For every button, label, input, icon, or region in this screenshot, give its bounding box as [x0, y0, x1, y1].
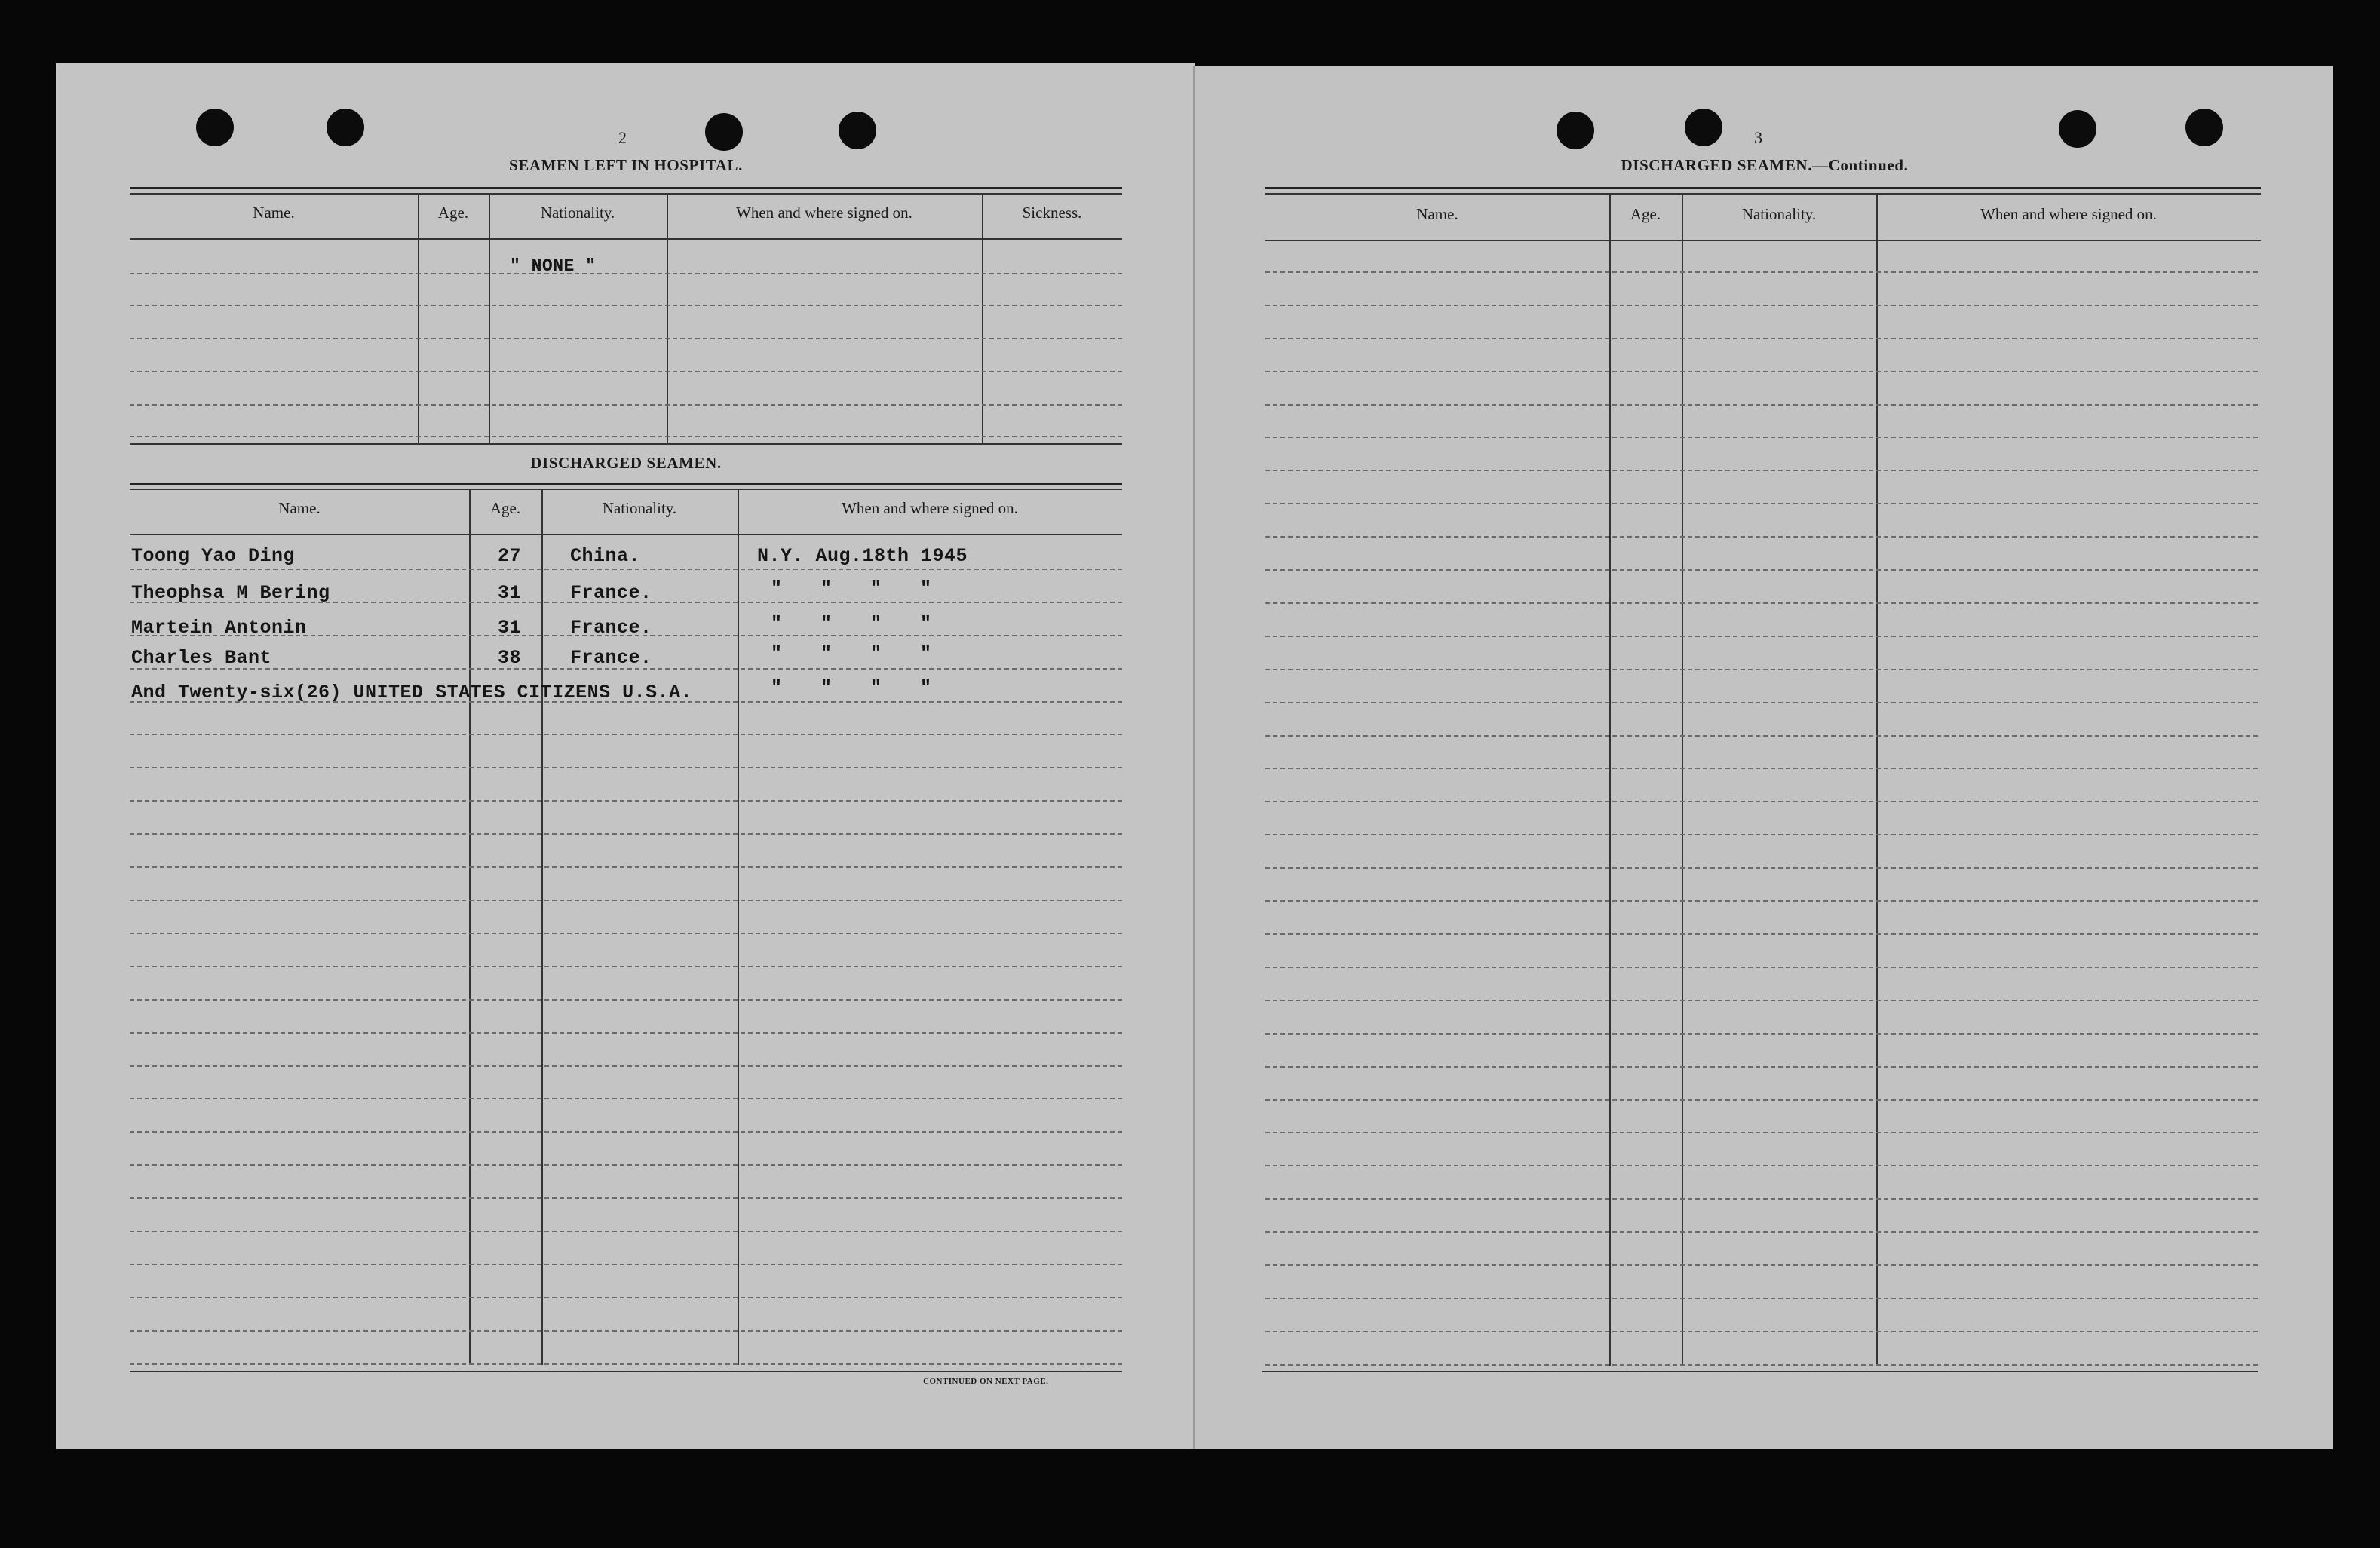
row-line — [1265, 470, 2258, 471]
row-line — [130, 933, 1122, 934]
col-header-nationality: Nationality. — [540, 204, 615, 222]
hospital-section-title: SEAMEN LEFT IN HOSPITAL. — [508, 156, 744, 174]
col-header-sickness: Sickness. — [1022, 204, 1082, 222]
continued-note: CONTINUED ON NEXT PAGE. — [923, 1377, 1049, 1386]
row-line — [130, 1032, 1122, 1034]
seaman-signed-on: N.Y. Aug.18th 1945 — [757, 545, 968, 567]
col-header-nationality: Nationality. — [602, 499, 677, 517]
row-line — [1265, 1331, 2258, 1332]
row-line — [130, 900, 1122, 901]
row-line — [130, 371, 1122, 372]
seaman-nationality: France. — [570, 582, 652, 604]
row-line — [130, 305, 1122, 306]
column-divider — [418, 193, 419, 443]
row-line — [1265, 967, 2258, 968]
table-bottom-rule — [130, 443, 1122, 445]
discharged-continued-title: DISCHARGED SEAMEN.—Continued. — [1621, 156, 1909, 174]
seaman-signed-on: " " " " — [771, 578, 946, 599]
col-header-name: Name. — [253, 204, 295, 222]
row-line — [130, 1164, 1122, 1166]
row-line — [1265, 1033, 2258, 1035]
row-line — [1265, 900, 2258, 902]
row-line — [1265, 305, 2258, 306]
row-line — [1265, 1000, 2258, 1001]
row-line — [130, 999, 1122, 1001]
seaman-nationality: China. — [570, 545, 641, 567]
seaman-name: Martein Antonin — [131, 617, 307, 639]
page-number: 2 — [618, 128, 627, 147]
row-line — [1265, 1298, 2258, 1299]
col-header-age: Age. — [437, 204, 469, 222]
row-line — [1265, 933, 2258, 935]
row-line — [1265, 669, 2258, 670]
col-header-signed-on: When and where signed on. — [736, 204, 912, 222]
column-divider — [1609, 193, 1611, 1366]
row-line — [1265, 1099, 2258, 1101]
column-divider — [667, 193, 668, 443]
row-line — [130, 1197, 1122, 1199]
col-header-signed-on: When and where signed on. — [842, 499, 1018, 517]
row-line — [1265, 1231, 2258, 1233]
table-top-rule — [130, 483, 1122, 485]
row-line — [130, 734, 1122, 735]
seaman-age: 38 — [498, 647, 522, 669]
column-divider — [1876, 193, 1878, 1366]
table-top-rule — [130, 489, 1122, 490]
row-line — [1265, 768, 2258, 769]
header-rule — [130, 238, 1122, 240]
seaman-name: Toong Yao Ding — [131, 545, 296, 567]
column-divider — [489, 193, 490, 443]
row-line — [1265, 636, 2258, 637]
col-header-name: Name. — [1416, 205, 1458, 223]
column-divider — [469, 489, 471, 1365]
hospital-entry: " NONE " — [510, 256, 597, 276]
seaman-name: Charles Bant — [131, 647, 272, 669]
row-line — [1265, 1198, 2258, 1200]
seaman-age: 27 — [498, 545, 522, 567]
row-line — [1265, 536, 2258, 538]
row-line — [130, 338, 1122, 339]
row-line — [1265, 437, 2258, 438]
discharged-section-title: DISCHARGED SEAMEN. — [530, 454, 722, 472]
col-header-age: Age. — [1630, 205, 1661, 223]
row-line — [1265, 1132, 2258, 1133]
punch-hole — [1557, 112, 1594, 149]
left-page — [56, 63, 1195, 1449]
table-top-rule — [130, 187, 1122, 189]
row-line — [1265, 569, 2258, 571]
col-header-nationality: Nationality. — [1741, 205, 1817, 223]
seaman-signed-on: " " " " — [771, 642, 946, 664]
punch-hole — [705, 113, 743, 151]
us-citizens-line: And Twenty-six(26) UNITED STATES CITIZENS U.S.A. — [131, 682, 693, 703]
row-line — [1265, 1264, 2258, 1266]
header-rule — [130, 534, 1122, 535]
seaman-nationality: France. — [570, 647, 652, 669]
column-divider — [738, 489, 739, 1365]
seaman-signed-on: " " " " — [771, 612, 946, 634]
table-bottom-rule — [1262, 1371, 2258, 1372]
table-top-rule — [130, 193, 1122, 195]
column-divider — [541, 489, 543, 1365]
row-line — [1265, 338, 2258, 339]
row-line — [130, 1065, 1122, 1067]
row-line — [130, 1297, 1122, 1298]
us-citizens-signed-on: " " " " — [771, 677, 946, 699]
header-rule — [1265, 240, 2261, 241]
col-header-name: Name. — [278, 499, 321, 517]
row-line — [130, 800, 1122, 802]
seaman-name: Theophsa M Bering — [131, 582, 330, 604]
row-line — [1265, 271, 2258, 273]
row-line — [130, 1131, 1122, 1133]
row-line — [1265, 503, 2258, 504]
row-line — [130, 767, 1122, 768]
row-line — [1265, 702, 2258, 703]
seaman-age: 31 — [498, 582, 522, 604]
row-line — [130, 404, 1122, 406]
row-line — [130, 1264, 1122, 1265]
row-line — [130, 1231, 1122, 1232]
row-line — [1265, 867, 2258, 869]
column-divider — [982, 193, 983, 443]
row-line — [130, 833, 1122, 835]
seaman-nationality: France. — [570, 617, 652, 639]
table-top-rule — [1265, 193, 2261, 195]
row-line — [1265, 1066, 2258, 1068]
row-line — [130, 966, 1122, 967]
row-line — [130, 1330, 1122, 1332]
table-top-rule — [1265, 187, 2261, 189]
punch-hole — [327, 109, 364, 146]
seaman-age: 31 — [498, 617, 522, 639]
col-header-signed-on: When and where signed on. — [1980, 205, 2157, 223]
row-line — [130, 273, 1122, 274]
row-line — [130, 1363, 1122, 1365]
row-line — [1265, 404, 2258, 406]
punch-hole — [1685, 109, 1722, 146]
punch-hole — [839, 112, 876, 149]
row-line — [130, 569, 1122, 570]
row-line — [1265, 1364, 2258, 1366]
row-line — [1265, 735, 2258, 737]
column-divider — [1682, 193, 1683, 1366]
punch-hole — [2185, 109, 2223, 146]
table-bottom-rule — [130, 1371, 1122, 1372]
row-line — [130, 866, 1122, 868]
row-line — [1265, 602, 2258, 604]
right-page — [1195, 66, 2333, 1449]
page-number: 3 — [1754, 128, 1762, 147]
punch-hole — [196, 109, 234, 146]
col-header-age: Age. — [489, 499, 521, 517]
row-line — [1265, 1165, 2258, 1166]
punch-hole — [2059, 110, 2096, 148]
row-line — [130, 436, 1122, 437]
row-line — [130, 1098, 1122, 1099]
row-line — [1265, 371, 2258, 372]
row-line — [1265, 834, 2258, 835]
row-line — [1265, 801, 2258, 802]
